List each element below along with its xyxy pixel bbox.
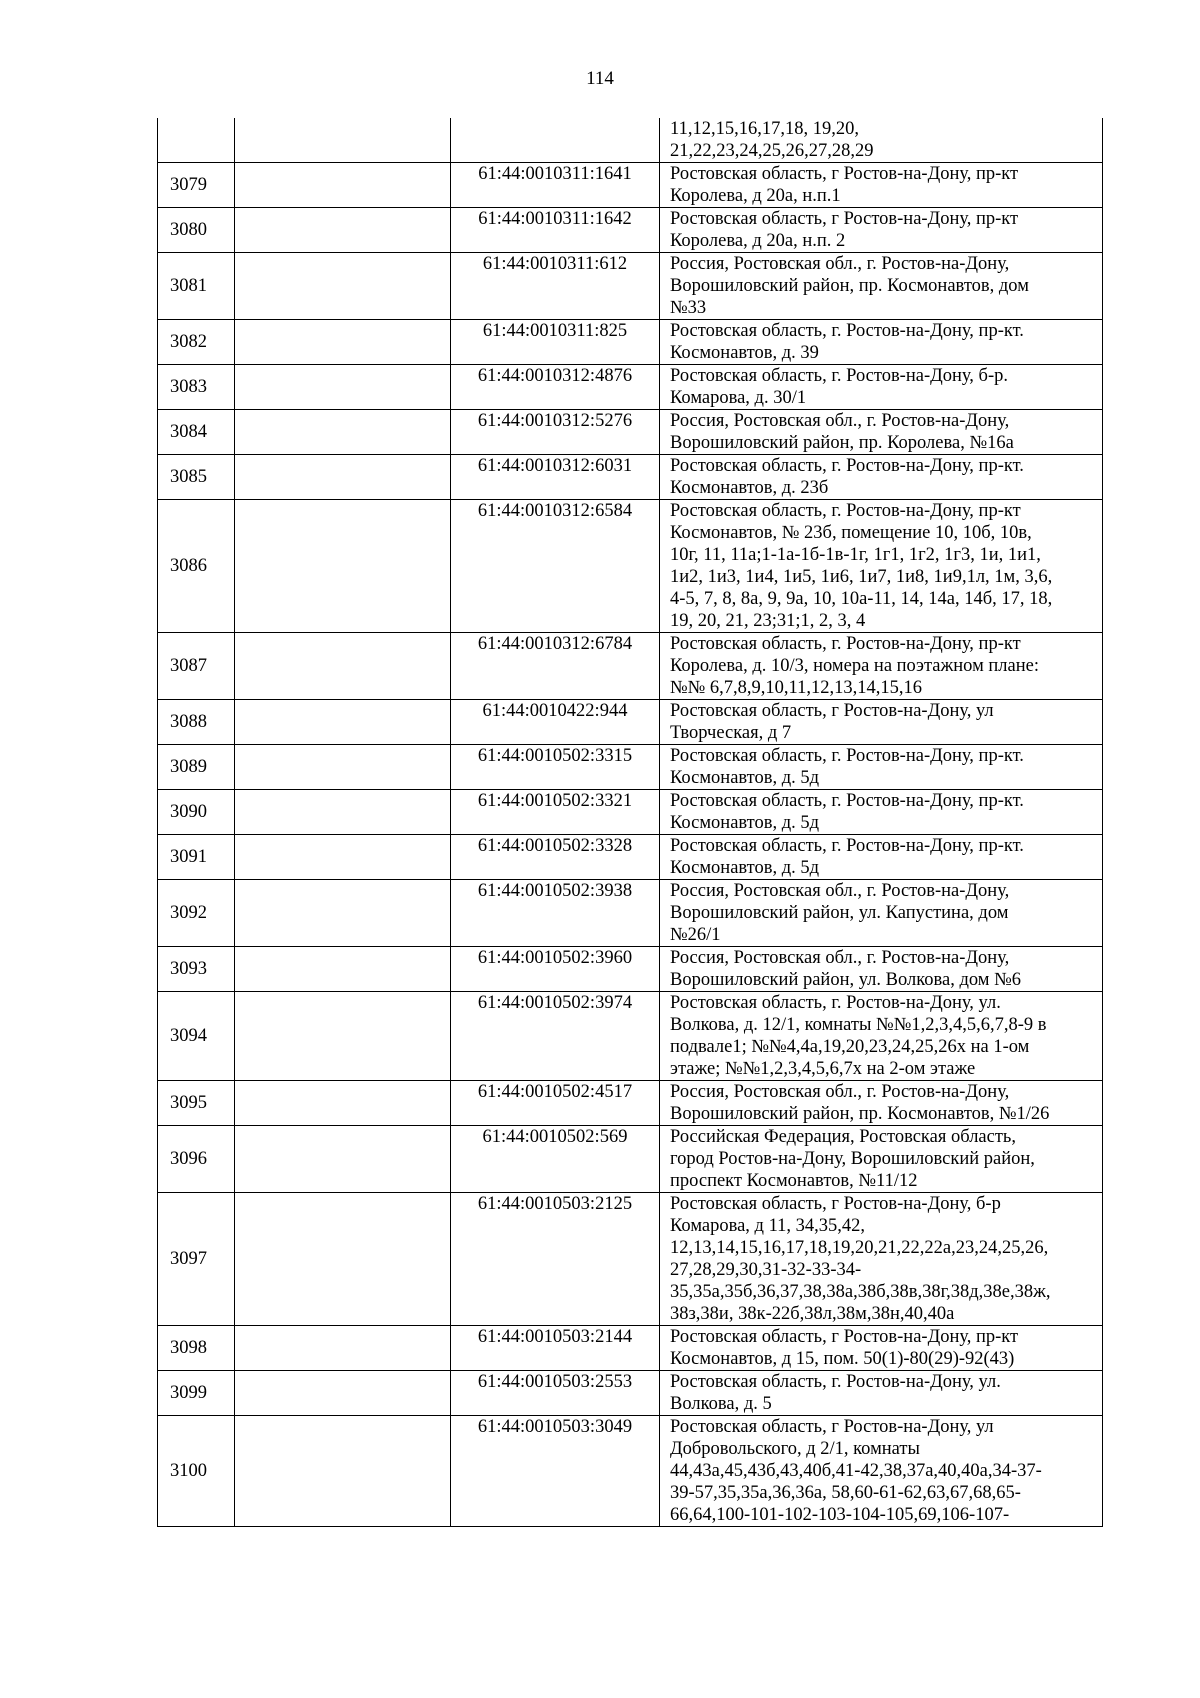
address-cell [660, 118, 1103, 163]
table-row [158, 1081, 1103, 1126]
address-line: Космонавтов, д 15, пом. 50(1)-80(29)-92(43) [670, 1349, 1015, 1369]
table-row [158, 1193, 1103, 1326]
address-line: Космонавтов, д. 39 [670, 343, 819, 363]
cadastral-number-cell: 61:44:0010422:944 [451, 700, 660, 745]
address-line: 66,64,100-101-102-103-104-105,69,106-107- [670, 1505, 1010, 1525]
row-number-cell: 3088 [158, 700, 235, 745]
empty-cell [235, 790, 451, 835]
row-number-cell: 3100 [158, 1416, 235, 1527]
address-cell [660, 163, 1103, 208]
empty-cell [235, 992, 451, 1081]
address-line: Космонавтов, д. 5д [670, 768, 820, 788]
address-line: Ворошиловский район, ул. Волкова, дом №6 [670, 970, 1022, 990]
cadastral-number-cell: 61:44:0010503:2144 [451, 1326, 660, 1371]
address-line: Волкова, д. 12/1, комнаты №№1,2,3,4,5,6,7,8-9 в [670, 1015, 1047, 1035]
row-number-cell [158, 118, 235, 163]
row-number-cell: 3097 [158, 1193, 235, 1326]
address-cell [660, 1416, 1103, 1527]
address-line: 38з,38и, 38к-22б,38л,38м,38н,40,40а [670, 1304, 955, 1324]
address-line: Космонавтов, д. 5д [670, 813, 820, 833]
address-cell [660, 410, 1103, 455]
address-cell [660, 700, 1103, 745]
address-line: Ростовская область, г Ростов-на-Дону, пр-кт [670, 209, 1019, 229]
cadastral-number-cell: 61:44:0010312:6784 [451, 633, 660, 700]
address-cell [660, 365, 1103, 410]
address-line: Королева, д 20а, н.п. 2 [670, 231, 846, 251]
address-line: Ростовская область, г. Ростов-на-Дону, пр-кт. [670, 791, 1024, 811]
address-cell [660, 1193, 1103, 1326]
cadastral-number-cell: 61:44:0010311:1642 [451, 208, 660, 253]
address-cell [660, 1371, 1103, 1416]
table-row [158, 947, 1103, 992]
empty-cell [235, 1126, 451, 1193]
address-line: Российская Федерация, Ростовская область, [670, 1127, 1016, 1147]
empty-cell [235, 1081, 451, 1126]
address-cell [660, 1081, 1103, 1126]
row-number-cell: 3092 [158, 880, 235, 947]
address-line: Королева, д 20а, н.п.1 [670, 186, 841, 206]
address-cell [660, 320, 1103, 365]
address-line: Ростовская область, г. Ростов-на-Дону, ул. [670, 1372, 1001, 1392]
row-number-cell: 3082 [158, 320, 235, 365]
address-line: этаже; №№1,2,3,4,5,6,7х на 2-ом этаже [670, 1059, 976, 1079]
cadastral-number-cell: 61:44:0010312:4876 [451, 365, 660, 410]
address-line: Россия, Ростовская обл., г. Ростов-на-Дону, [670, 254, 1010, 274]
cadastral-number-cell: 61:44:0010502:3938 [451, 880, 660, 947]
address-line: Ворошиловский район, ул. Капустина, дом [670, 903, 1009, 923]
address-line: Россия, Ростовская обл., г. Ростов-на-Дону, [670, 1082, 1010, 1102]
address-line: Космонавтов, д. 5д [670, 858, 820, 878]
empty-cell [235, 947, 451, 992]
address-line: Ростовская область, г. Ростов-на-Дону, пр-кт. [670, 836, 1024, 856]
page-number: 114 [586, 68, 614, 89]
row-number-cell: 3085 [158, 455, 235, 500]
empty-cell [235, 410, 451, 455]
row-number-cell: 3080 [158, 208, 235, 253]
address-line: Ростовская область, г. Ростов-на-Дону, пр-кт [670, 501, 1021, 521]
table-row [158, 208, 1103, 253]
cadastral-number-cell: 61:44:0010502:569 [451, 1126, 660, 1193]
table-row [158, 700, 1103, 745]
cadastral-number-cell: 61:44:0010312:6031 [451, 455, 660, 500]
address-cell [660, 253, 1103, 320]
row-number-cell: 3081 [158, 253, 235, 320]
cadastral-number-cell: 61:44:0010312:6584 [451, 500, 660, 633]
table-row [158, 1326, 1103, 1371]
address-line: Ростовская область, г Ростов-на-Дону, б-р [670, 1194, 1001, 1214]
row-number-cell: 3090 [158, 790, 235, 835]
cadastral-number-cell [451, 118, 660, 163]
cadastral-number-cell: 61:44:0010503:2553 [451, 1371, 660, 1416]
empty-cell [235, 1416, 451, 1527]
row-number-cell: 3091 [158, 835, 235, 880]
row-number-cell: 3087 [158, 633, 235, 700]
address-line: 27,28,29,30,31-32-33-34- [670, 1260, 862, 1280]
address-cell [660, 500, 1103, 633]
address-line: Ростовская область, г Ростов-на-Дону, ул [670, 1417, 994, 1437]
table-row [158, 790, 1103, 835]
row-number-cell: 3083 [158, 365, 235, 410]
table-row [158, 880, 1103, 947]
cadastral-number-cell: 61:44:0010311:612 [451, 253, 660, 320]
cadastral-number-cell: 61:44:0010502:3321 [451, 790, 660, 835]
address-line: №№ 6,7,8,9,10,11,12,13,14,15,16 [670, 678, 922, 698]
address-line: Россия, Ростовская обл., г. Ростов-на-Дону, [670, 948, 1010, 968]
address-line: 11,12,15,16,17,18, 19,20, [670, 119, 859, 139]
address-cell [660, 745, 1103, 790]
table-row [158, 455, 1103, 500]
address-cell [660, 455, 1103, 500]
address-line: Ростовская область, г. Ростов-на-Дону, б-р. [670, 366, 1008, 386]
row-number-cell: 3099 [158, 1371, 235, 1416]
address-line: Россия, Ростовская обл., г. Ростов-на-Дону, [670, 411, 1010, 431]
cadastral-number-cell: 61:44:0010503:2125 [451, 1193, 660, 1326]
address-line: Ростовская область, г. Ростов-на-Дону, ул. [670, 993, 1001, 1013]
empty-cell [235, 500, 451, 633]
empty-cell [235, 118, 451, 163]
empty-cell [235, 835, 451, 880]
address-cell [660, 790, 1103, 835]
row-number-cell: 3086 [158, 500, 235, 633]
address-line: Ворошиловский район, пр. Космонавтов, №1/26 [670, 1104, 1050, 1124]
address-line: 10г, 11, 11а;1-1а-1б-1в-1г, 1г1, 1г2, 1г3, 1и, 1и1, [670, 545, 1041, 565]
cadastral-number-cell: 61:44:0010312:5276 [451, 410, 660, 455]
empty-cell [235, 700, 451, 745]
address-cell [660, 880, 1103, 947]
empty-cell [235, 1326, 451, 1371]
address-line: 19, 20, 21, 23;31;1, 2, 3, 4 [670, 611, 866, 631]
address-line: Королева, д. 10/3, номера на поэтажном плане: [670, 656, 1040, 676]
table-row [158, 253, 1103, 320]
table-row [158, 320, 1103, 365]
address-cell [660, 947, 1103, 992]
address-line: Комарова, д 11, 34,35,42, [670, 1216, 866, 1236]
address-cell [660, 835, 1103, 880]
table-row [158, 1416, 1103, 1527]
address-cell [660, 208, 1103, 253]
table-row [158, 745, 1103, 790]
cadastral-number-cell: 61:44:0010502:3974 [451, 992, 660, 1081]
address-line: Творческая, д 7 [670, 723, 792, 743]
address-line: Добровольского, д 2/1, комнаты [670, 1439, 920, 1459]
registry-table [157, 118, 1103, 1527]
cadastral-number-cell: 61:44:0010502:3328 [451, 835, 660, 880]
cadastral-number-cell: 61:44:0010311:1641 [451, 163, 660, 208]
address-line: Ростовская область, г. Ростов-на-Дону, пр-кт. [670, 746, 1024, 766]
address-line: 4-5, 7, 8, 8а, 9, 9а, 10, 10а-11, 14, 14а, 14б, 17, 18, [670, 589, 1053, 609]
address-line: Ростовская область, г. Ростов-на-Дону, пр-кт [670, 634, 1021, 654]
table-row [158, 992, 1103, 1081]
address-line: 35,35а,35б,36,37,38,38а,38б,38в,38г,38д,38е,38ж, [670, 1282, 1051, 1302]
address-cell [660, 1326, 1103, 1371]
address-line: Космонавтов, д. 23б [670, 478, 829, 498]
row-number-cell: 3096 [158, 1126, 235, 1193]
empty-cell [235, 880, 451, 947]
address-line: Ворошиловский район, пр. Королева, №16а [670, 433, 1014, 453]
empty-cell [235, 253, 451, 320]
address-line: 12,13,14,15,16,17,18,19,20,21,22,22а,23,24,25,26, [670, 1238, 1049, 1258]
row-number-cell: 3093 [158, 947, 235, 992]
address-line: Комарова, д. 30/1 [670, 388, 807, 408]
row-number-cell: 3095 [158, 1081, 235, 1126]
empty-cell [235, 365, 451, 410]
table-row [158, 835, 1103, 880]
table-row [158, 1126, 1103, 1193]
address-line: Ростовская область, г Ростов-на-Дону, пр-кт [670, 164, 1019, 184]
table-row [158, 365, 1103, 410]
empty-cell [235, 455, 451, 500]
address-line: 44,43а,45,43б,43,40б,41-42,38,37а,40,40а,34-37- [670, 1461, 1042, 1481]
address-line: №26/1 [670, 925, 721, 945]
row-number-cell: 3098 [158, 1326, 235, 1371]
row-number-cell: 3084 [158, 410, 235, 455]
cadastral-number-cell: 61:44:0010502:4517 [451, 1081, 660, 1126]
address-cell [660, 1126, 1103, 1193]
empty-cell [235, 633, 451, 700]
cadastral-number-cell: 61:44:0010311:825 [451, 320, 660, 365]
address-cell [660, 633, 1103, 700]
address-line: 1и2, 1и3, 1и4, 1и5, 1и6, 1и7, 1и8, 1и9,1л, 1м, 3,6, [670, 567, 1053, 587]
cadastral-number-cell: 61:44:0010502:3960 [451, 947, 660, 992]
empty-cell [235, 745, 451, 790]
address-line: Волкова, д. 5 [670, 1394, 772, 1414]
address-line: Ворошиловский район, пр. Космонавтов, дом [670, 276, 1029, 296]
address-line: подвале1; №№4,4а,19,20,23,24,25,26х на 1-ом [670, 1037, 1030, 1057]
row-number-cell: 3094 [158, 992, 235, 1081]
table-row [158, 633, 1103, 700]
empty-cell [235, 1193, 451, 1326]
table-row [158, 1371, 1103, 1416]
address-line: Россия, Ростовская обл., г. Ростов-на-Дону, [670, 881, 1010, 901]
address-line: 39-57,35,35а,36,36а, 58,60-61-62,63,67,68,65- [670, 1483, 1021, 1503]
table-row [158, 163, 1103, 208]
address-line: 21,22,23,24,25,26,27,28,29 [670, 141, 874, 161]
row-number-cell: 3089 [158, 745, 235, 790]
empty-cell [235, 208, 451, 253]
address-line: проспект Космонавтов, №11/12 [670, 1171, 918, 1191]
empty-cell [235, 163, 451, 208]
empty-cell [235, 320, 451, 365]
table-row [158, 410, 1103, 455]
cadastral-number-cell: 61:44:0010502:3315 [451, 745, 660, 790]
address-cell [660, 992, 1103, 1081]
empty-cell [235, 1371, 451, 1416]
address-line: Космонавтов, № 23б, помещение 10, 10б, 10в, [670, 523, 1032, 543]
address-line: №33 [670, 298, 707, 318]
table-row [158, 500, 1103, 633]
cadastral-number-cell: 61:44:0010503:3049 [451, 1416, 660, 1527]
address-line: Ростовская область, г Ростов-на-Дону, пр-кт [670, 1327, 1019, 1347]
address-line: Ростовская область, г. Ростов-на-Дону, пр-кт. [670, 456, 1024, 476]
table-row [158, 118, 1103, 163]
row-number-cell: 3079 [158, 163, 235, 208]
address-line: Ростовская область, г Ростов-на-Дону, ул [670, 701, 994, 721]
address-line: город Ростов-на-Дону, Ворошиловский район, [670, 1149, 1035, 1169]
registry-table-body [158, 118, 1103, 1527]
address-line: Ростовская область, г. Ростов-на-Дону, пр-кт. [670, 321, 1024, 341]
